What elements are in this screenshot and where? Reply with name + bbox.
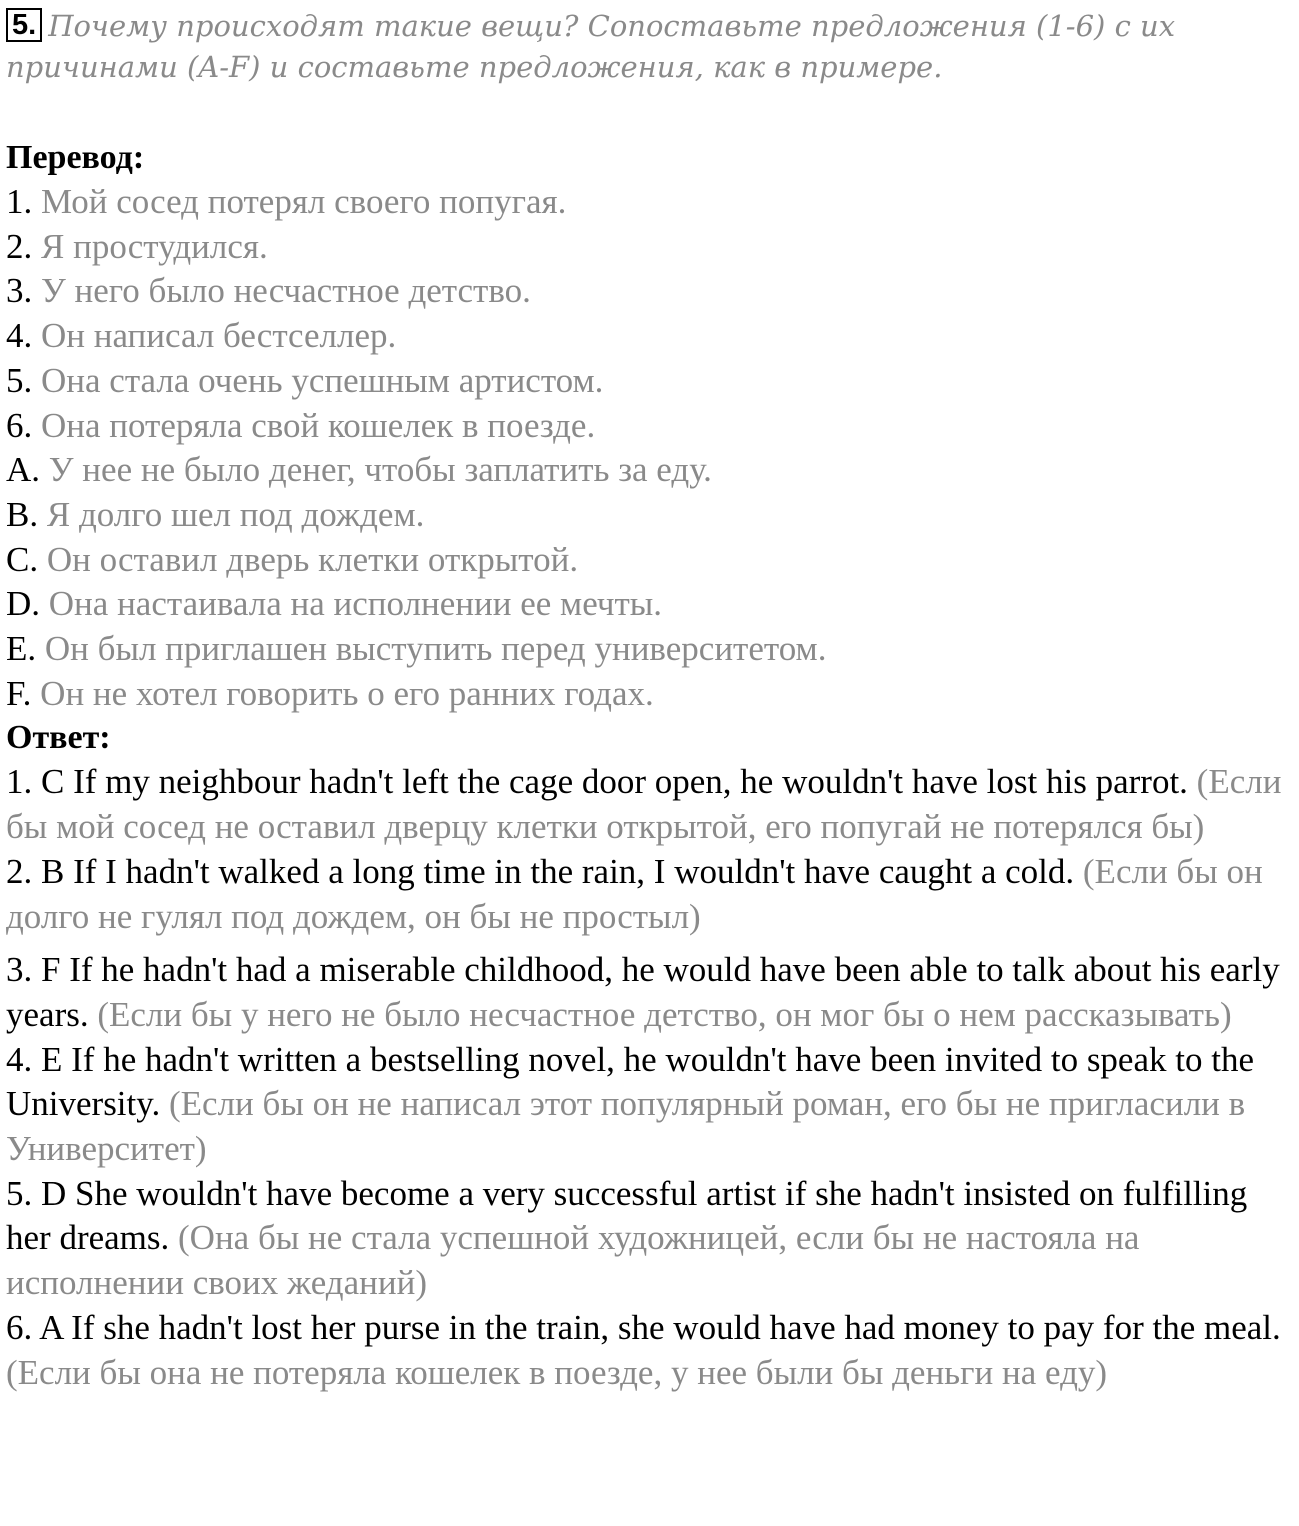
- list-item: 4. Он написал бестселлер.: [6, 316, 397, 356]
- task-number: 5.: [6, 8, 42, 42]
- answer-heading: Ответ:: [6, 719, 111, 757]
- answer-item: 6. A If she hadn't lost her purse in the train, she would have had money to pay for the meal. (Если бы она не потеряла кошелек в поезде, у нее были бы деньги на еду): [6, 1307, 1281, 1392]
- task-text: Почему происходят такие вещи? Сопоставьте предложения (1-6) с их причинами (A-F) и составьте предложения, как в примере.: [6, 9, 1176, 84]
- list-item: F. Он не хотел говорить о его ранних годах.: [6, 673, 654, 713]
- list-item: C. Он оставил дверь клетки открытой.: [6, 539, 579, 579]
- list-item: 2. Я простудился.: [6, 226, 268, 266]
- task-instruction: [6, 6, 1296, 88]
- list-item: 6. Она потеряла свой кошелек в поезде.: [6, 405, 596, 445]
- list-item: 5. Она стала очень успешным артистом.: [6, 360, 604, 400]
- answer-item: 2. B If I hadn't walked a long time in the rain, I wouldn't have caught a cold. (Если бы он долго не гулял под дождем, он бы не простыл): [6, 851, 1263, 936]
- translation-list: [6, 180, 1296, 716]
- document: [6, 6, 1296, 1395]
- list-item: D. Она настаивала на исполнении ее мечты.: [6, 584, 663, 624]
- list-item: A. У нее не было денег, чтобы заплатить за еду.: [6, 450, 712, 490]
- list-item: 1. Мой сосед потерял своего попугая.: [6, 182, 567, 221]
- answer-item: 1. C If my neighbour hadn't left the cage door open, he wouldn't have lost his parrot. (Если бы мой сосед не оставил дверцу клетки открытой, его попугай не потерялся бы): [6, 762, 1282, 847]
- answer-item: 3. F If he hadn't had a miserable childhood, he would have been able to talk about his early years. (Если бы у него не было несчастное детство, он мог бы о нем рассказывать): [6, 950, 1280, 1034]
- translation-heading: Перевод:: [6, 139, 145, 176]
- answer-list: [6, 760, 1296, 1395]
- list-item: 3. У него было несчастное детство.: [6, 271, 531, 311]
- list-item: E. Он был приглашен выступить перед университетом.: [6, 629, 827, 669]
- answer-item: 4. E If he hadn't written a bestselling novel, he wouldn't have been invited to speak to the University. (Если бы он не написал этот популярный роман, его бы не пригласили в Университет): [6, 1039, 1254, 1169]
- answer-item: 5. D She wouldn't have become a very successful artist if she hadn't insisted on fulfilling her dreams. (Она бы не стала успешной художницей, если бы не настояла на исполнении своих жеданий): [6, 1173, 1248, 1303]
- list-item: B. Я долго шел под дождем.: [6, 494, 425, 534]
